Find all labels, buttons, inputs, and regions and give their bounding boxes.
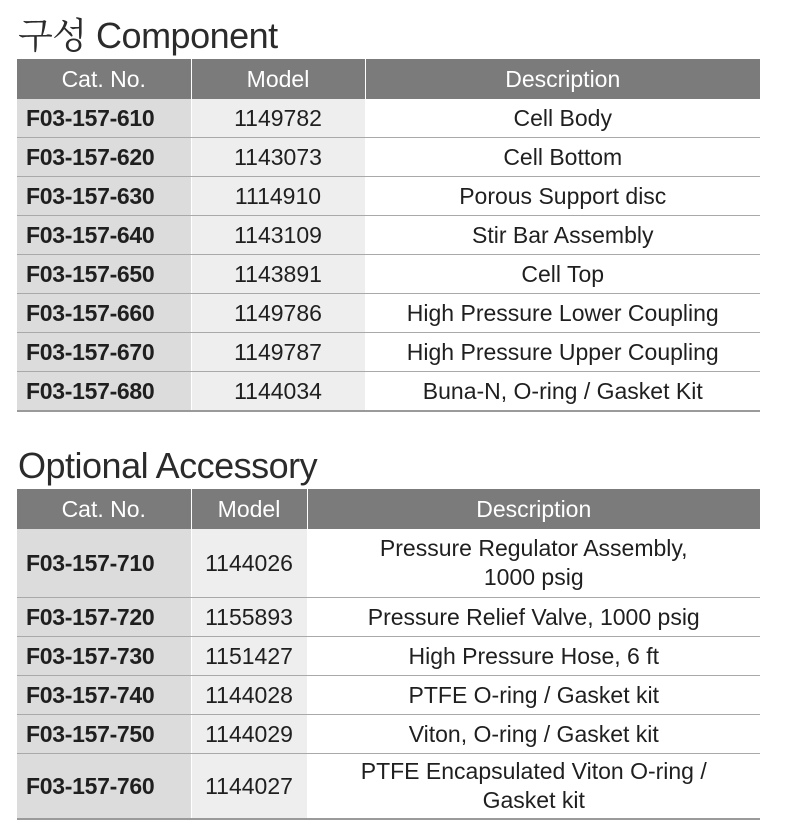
cat-no-cell: F03-157-710: [17, 529, 191, 598]
description-cell: High Pressure Lower Coupling: [365, 294, 760, 333]
model-cell: 1149786: [191, 294, 365, 333]
table-row: [17, 529, 760, 598]
cat-no-cell: F03-157-760: [17, 754, 191, 820]
column-header-cat-no: Cat. No.: [17, 489, 191, 529]
model-cell: 1143891: [191, 255, 365, 294]
table-row: [17, 333, 760, 372]
cat-no-cell: F03-157-640: [17, 216, 191, 255]
model-cell: 1155893: [191, 598, 307, 637]
description-line: Gasket kit: [482, 787, 585, 813]
column-header-description: Description: [307, 489, 760, 529]
cat-no-cell: F03-157-720: [17, 598, 191, 637]
model-cell: 1144034: [191, 372, 365, 412]
model-cell: 1114910: [191, 177, 365, 216]
model-cell: 1143073: [191, 138, 365, 177]
description-line: 1000 psig: [483, 564, 584, 590]
description-cell: [307, 754, 760, 820]
model-cell: 1144029: [191, 715, 307, 754]
description-cell: [307, 529, 760, 598]
model-cell: 1144028: [191, 676, 307, 715]
table-row: [17, 294, 760, 333]
model-cell: 1143109: [191, 216, 365, 255]
cat-no-cell: F03-157-630: [17, 177, 191, 216]
table-header-row: [17, 489, 760, 529]
column-header-model: Model: [191, 489, 307, 529]
table-row: [17, 177, 760, 216]
table-row: [17, 676, 760, 715]
description-cell: [307, 715, 760, 754]
cat-no-cell: F03-157-620: [17, 138, 191, 177]
description-cell: Stir Bar Assembly: [365, 216, 760, 255]
model-cell: 1149782: [191, 99, 365, 138]
column-header-model: Model: [191, 59, 365, 99]
cat-no-cell: F03-157-650: [17, 255, 191, 294]
component-section-title: 구성 Component: [18, 15, 278, 56]
model-cell: 1151427: [191, 637, 307, 676]
cat-no-cell: F03-157-730: [17, 637, 191, 676]
description-cell: Cell Bottom: [365, 138, 760, 177]
model-cell: 1149787: [191, 333, 365, 372]
description-cell: Cell Top: [365, 255, 760, 294]
cat-no-cell: F03-157-750: [17, 715, 191, 754]
accessory-table: [17, 489, 760, 820]
cat-no-cell: F03-157-740: [17, 676, 191, 715]
description-line: PTFE Encapsulated Viton O-ring /: [360, 758, 707, 784]
table-row: [17, 715, 760, 754]
description-line: Pressure Relief Valve, 1000 psig: [367, 603, 700, 630]
model-cell: 1144027: [191, 754, 307, 820]
description-cell: Cell Body: [365, 99, 760, 138]
description-line: PTFE O-ring / Gasket kit: [408, 681, 659, 708]
table-row: [17, 255, 760, 294]
column-header-cat-no: Cat. No.: [17, 59, 191, 99]
cat-no-cell: F03-157-610: [17, 99, 191, 138]
description-line: High Pressure Hose, 6 ft: [408, 642, 660, 669]
description-line: Pressure Regulator Assembly,: [379, 535, 688, 561]
description-cell: [307, 676, 760, 715]
table-row: [17, 99, 760, 138]
table-row: [17, 372, 760, 412]
table-header-row: [17, 59, 760, 99]
description-cell: [307, 598, 760, 637]
accessory-section-title: Optional Accessory: [18, 445, 318, 486]
cat-no-cell: F03-157-680: [17, 372, 191, 412]
component-table: [17, 59, 760, 412]
description-line: Viton, O-ring / Gasket kit: [408, 720, 659, 747]
table-row: [17, 637, 760, 676]
cat-no-cell: F03-157-670: [17, 333, 191, 372]
table-row: [17, 216, 760, 255]
cat-no-cell: F03-157-660: [17, 294, 191, 333]
model-cell: 1144026: [191, 529, 307, 598]
column-header-description: Description: [365, 59, 760, 99]
table-row: [17, 754, 760, 820]
description-cell: Buna-N, O-ring / Gasket Kit: [365, 372, 760, 412]
description-cell: Porous Support disc: [365, 177, 760, 216]
table-row: [17, 598, 760, 637]
table-row: [17, 138, 760, 177]
description-cell: [307, 637, 760, 676]
description-cell: High Pressure Upper Coupling: [365, 333, 760, 372]
